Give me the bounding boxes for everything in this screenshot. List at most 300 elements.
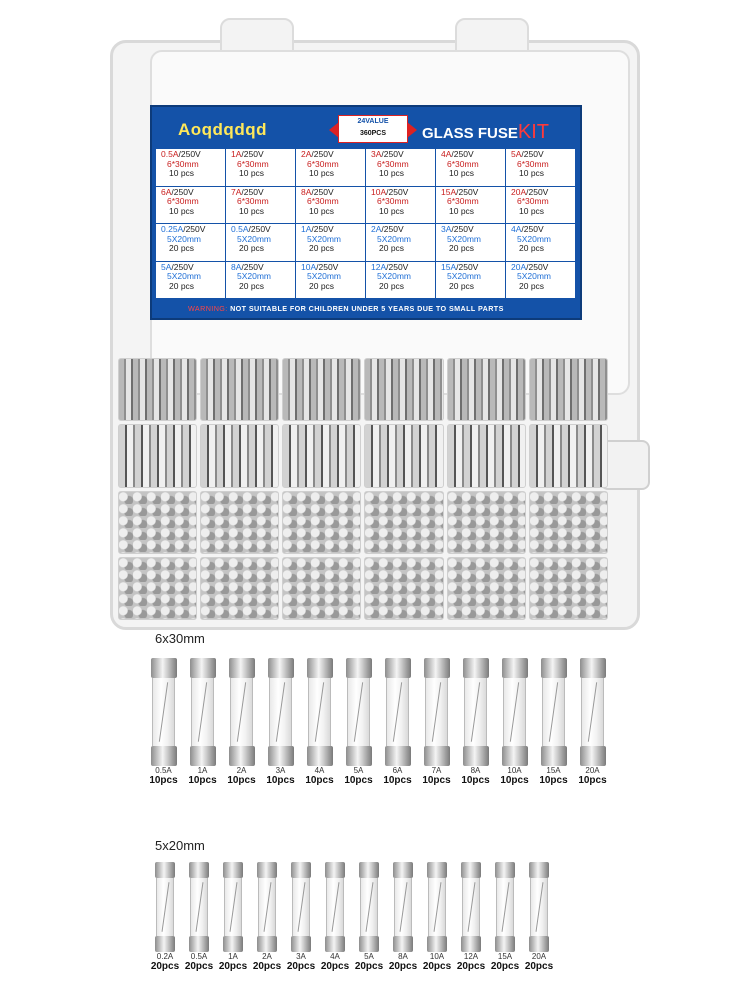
fuse-qty-label: 20pcs	[184, 961, 214, 972]
spec-amp: 5A	[511, 149, 522, 159]
spec-cell	[436, 262, 506, 300]
spec-volt: /250V	[183, 224, 206, 234]
fuse-image	[223, 862, 243, 952]
fuse-image	[229, 658, 255, 766]
compartment	[282, 491, 361, 554]
fuse-item	[495, 658, 534, 786]
spec-qty: 10 pcs	[169, 205, 195, 216]
kit-title-main: GLASS FUSE	[422, 125, 518, 142]
fuse-cap-bottom	[257, 936, 277, 952]
fuse-item	[318, 862, 352, 972]
fuse-wire	[298, 882, 306, 932]
spec-amp: 6A	[161, 186, 172, 197]
fuse-cap-top	[463, 658, 489, 678]
fuse-image	[155, 862, 175, 952]
badge-piece-count: 360PCS	[359, 130, 387, 137]
spec-amp: 0.25A	[161, 224, 184, 234]
fuse-cap-bottom	[189, 936, 209, 952]
fuse-wire	[332, 882, 340, 932]
fuse-qty-label: 10pcs	[578, 775, 607, 786]
fuse-cap-top	[268, 658, 294, 678]
fuse-qty-label: 10pcs	[149, 775, 178, 786]
spec-size: 6*30mm	[237, 158, 269, 169]
spec-volt: /250V	[241, 149, 264, 159]
fuse-qty-label: 20pcs	[286, 961, 316, 972]
fuse-amp-label: 3A	[275, 766, 286, 775]
fuse-amp-label: 10A	[507, 766, 522, 775]
spec-volt: /250V	[171, 261, 194, 272]
fuse-glass	[156, 878, 174, 936]
badge-ribbon-right	[407, 122, 417, 138]
fuse-glass	[308, 678, 331, 746]
compartment	[529, 557, 608, 620]
spec-size: 6*30mm	[517, 196, 549, 206]
fuse-wire	[400, 882, 408, 932]
fuse-item	[454, 862, 488, 972]
fuse-qty-label: 20pcs	[320, 961, 350, 972]
fuse-cap-bottom	[346, 746, 372, 766]
fuse-item	[417, 658, 456, 786]
fuse-image	[325, 862, 345, 952]
spec-volt: /250V	[451, 149, 474, 159]
fuse-cap-bottom	[385, 746, 411, 766]
fuse-image	[424, 658, 450, 766]
fuse-item	[488, 862, 522, 972]
fuse-cap-top	[189, 862, 209, 878]
fuse-cap-bottom	[325, 936, 345, 952]
fuse-item	[339, 658, 378, 786]
fuse-cap-top	[580, 658, 606, 678]
fuse-wire	[237, 682, 246, 742]
spec-cell	[366, 187, 436, 225]
spec-volt: /250V	[311, 224, 334, 234]
fuse-wire	[471, 682, 480, 742]
section-title-5x20: 5x20mm	[155, 838, 205, 853]
spec-amp: 3A	[441, 224, 452, 234]
spec-volt: /250V	[521, 224, 544, 234]
fuse-qty-label: 10pcs	[422, 775, 451, 786]
spec-volt: /250V	[386, 261, 409, 272]
fuse-qty-label: 10pcs	[461, 775, 490, 786]
spec-cell	[436, 187, 506, 225]
spec-amp: 10A	[301, 261, 317, 272]
spec-size: 5X20mm	[167, 233, 202, 244]
compartment	[200, 557, 279, 620]
fuse-cap-top	[257, 862, 277, 878]
spec-size: 5X20mm	[377, 233, 412, 244]
fuse-cap-bottom	[229, 746, 255, 766]
fuse-wire	[510, 682, 519, 742]
spec-qty: 10 pcs	[169, 168, 195, 178]
fuse-image	[502, 658, 528, 766]
fuse-cap-top	[223, 862, 243, 878]
fuse-wire	[159, 682, 168, 742]
fuse-cap-top	[190, 658, 216, 678]
spec-qty: 10 pcs	[449, 168, 475, 178]
fuse-wire	[434, 882, 442, 932]
fuse-qty-label: 20pcs	[252, 961, 282, 972]
fuse-cap-bottom	[155, 936, 175, 952]
fuse-image	[529, 862, 549, 952]
spec-qty: 10 pcs	[239, 205, 265, 216]
fuse-cap-bottom	[580, 746, 606, 766]
spec-size: 5X20mm	[447, 233, 482, 244]
fuse-glass	[190, 878, 208, 936]
spec-amp: 7A	[231, 186, 242, 197]
spec-qty: 20 pcs	[379, 280, 405, 291]
fuse-glass	[496, 878, 514, 936]
fuse-cap-top	[502, 658, 528, 678]
fuse-qty-label: 10pcs	[305, 775, 334, 786]
spec-qty: 10 pcs	[519, 168, 545, 178]
fuse-item	[144, 658, 183, 786]
spec-cell	[436, 224, 506, 262]
fuse-cap-bottom	[541, 746, 567, 766]
fuse-amp-label: 7A	[431, 766, 442, 775]
fuse-qty-label: 20pcs	[422, 961, 452, 972]
compartment	[282, 358, 361, 421]
fuse-glass	[258, 878, 276, 936]
spec-cell	[296, 149, 366, 187]
fuse-compartments	[118, 358, 608, 620]
spec-cell	[506, 149, 576, 187]
spec-qty: 20 pcs	[309, 280, 335, 291]
spec-qty: 10 pcs	[309, 168, 335, 178]
fuse-amp-label: 15A	[497, 952, 513, 961]
spec-size: 5X20mm	[237, 271, 272, 281]
label-header	[152, 107, 580, 149]
spec-volt: /250V	[241, 261, 264, 272]
spec-size: 6*30mm	[167, 158, 199, 169]
fuse-image	[190, 658, 216, 766]
fuse-qty-label: 20pcs	[388, 961, 418, 972]
spec-amp: 4A	[511, 224, 522, 234]
brand-name: Aoqdqdqd	[178, 120, 267, 139]
spec-qty: 10 pcs	[309, 205, 335, 216]
compartment	[447, 491, 526, 554]
fuse-item	[386, 862, 420, 972]
fuse-glass	[269, 678, 292, 746]
spec-cell	[156, 187, 226, 225]
spec-cell	[436, 149, 506, 187]
fuse-amp-label: 20A	[531, 952, 547, 961]
fuse-qty-label: 20pcs	[150, 961, 180, 972]
spec-cell	[296, 187, 366, 225]
spec-size: 6*30mm	[237, 196, 269, 206]
fuse-cap-top	[151, 658, 177, 678]
fuse-amp-label: 8A	[398, 952, 408, 961]
spec-size: 5X20mm	[517, 271, 552, 281]
fuse-image	[346, 658, 372, 766]
fuse-amp-label: 1A	[197, 766, 208, 775]
fuse-amp-label: 1A	[228, 952, 238, 961]
fuse-glass	[503, 678, 526, 746]
spec-volt: /250V	[381, 149, 404, 159]
spec-volt: /250V	[456, 186, 479, 197]
compartment	[529, 358, 608, 421]
fuse-glass	[224, 878, 242, 936]
fuse-cap-bottom	[461, 936, 481, 952]
spec-size: 5X20mm	[517, 233, 552, 244]
spec-size: 6*30mm	[307, 196, 339, 206]
spec-volt: /250V	[451, 224, 474, 234]
fuse-image	[307, 658, 333, 766]
fuse-cap-top	[229, 658, 255, 678]
fuse-wire	[502, 882, 510, 932]
fuse-image	[189, 862, 209, 952]
fuse-amp-label: 4A	[314, 766, 325, 775]
fuse-cap-top	[325, 862, 345, 878]
fuse-amp-label: 5A	[353, 766, 364, 775]
fuse-qty-label: 10pcs	[500, 775, 529, 786]
spec-qty: 10 pcs	[379, 168, 405, 178]
fuse-wire	[162, 882, 170, 932]
spec-qty: 20 pcs	[449, 243, 475, 253]
fuse-cap-top	[427, 862, 447, 878]
fuse-cap-bottom	[529, 936, 549, 952]
fuse-amp-label: 2A	[262, 952, 272, 961]
spec-cell	[226, 187, 296, 225]
fuse-item	[216, 862, 250, 972]
compartment	[529, 491, 608, 554]
spec-amp: 8A	[301, 186, 312, 197]
badge-value-count: 24VALUE	[357, 118, 389, 125]
fuse-cap-bottom	[495, 936, 515, 952]
fuse-cap-top	[529, 862, 549, 878]
fuse-glass	[425, 678, 448, 746]
spec-cell	[506, 187, 576, 225]
spec-cell	[156, 262, 226, 300]
fuse-qty-label: 20pcs	[456, 961, 486, 972]
fuse-glass	[394, 878, 412, 936]
fuse-image	[427, 862, 447, 952]
fuse-cap-bottom	[223, 936, 243, 952]
spec-cell	[506, 262, 576, 300]
spec-volt: /250V	[241, 186, 264, 197]
kit-title-kit: KIT	[517, 121, 549, 143]
fuse-glass	[347, 678, 370, 746]
spec-qty: 10 pcs	[239, 168, 265, 178]
spec-amp: 12A	[371, 261, 387, 272]
spec-cell	[366, 262, 436, 300]
spec-qty: 20 pcs	[519, 280, 545, 291]
fuse-cap-bottom	[190, 746, 216, 766]
compartment	[364, 557, 443, 620]
fuse-amp-label: 0.5A	[190, 952, 208, 961]
fuse-qty-label: 10pcs	[188, 775, 217, 786]
warning-text: NOT SUITABLE FOR CHILDREN UNDER 5 YEARS DUE TO SMALL PARTS	[230, 304, 504, 313]
badge-ribbon-left	[329, 122, 339, 138]
compartment	[282, 557, 361, 620]
fuse-item	[261, 658, 300, 786]
fuse-item	[522, 862, 556, 972]
fuse-amp-label: 0.5A	[155, 766, 172, 775]
fuse-qty-label: 20pcs	[218, 961, 248, 972]
spec-amp: 5A	[161, 261, 172, 272]
fuse-wire	[198, 682, 207, 742]
compartment	[118, 424, 197, 487]
spec-cell	[226, 149, 296, 187]
fuse-image	[495, 862, 515, 952]
compartment	[118, 491, 197, 554]
compartment	[282, 424, 361, 487]
fuse-item	[148, 862, 182, 972]
fuse-cap-bottom	[424, 746, 450, 766]
spec-size: 5X20mm	[447, 271, 482, 281]
spec-volt: /250V	[171, 186, 194, 197]
spec-qty: 20 pcs	[239, 280, 265, 291]
spec-qty: 10 pcs	[519, 205, 545, 216]
fuse-wire	[468, 882, 476, 932]
fuse-wire	[276, 682, 285, 742]
spec-amp: 0.5A	[161, 149, 179, 159]
fuse-cap-bottom	[427, 936, 447, 952]
fuse-amp-label: 15A	[546, 766, 561, 775]
fuse-amp-label: 12A	[463, 952, 479, 961]
spec-size: 6*30mm	[377, 158, 409, 169]
fuse-image	[257, 862, 277, 952]
spec-qty: 20 pcs	[449, 280, 475, 291]
fuse-glass	[464, 678, 487, 746]
fuse-image	[580, 658, 606, 766]
fuse-qty-label: 20pcs	[524, 961, 554, 972]
fuse-cap-top	[307, 658, 333, 678]
spec-cell	[366, 224, 436, 262]
spec-size: 5X20mm	[377, 271, 412, 281]
spec-size: 6*30mm	[447, 158, 479, 169]
spec-amp: 15A	[441, 186, 457, 197]
fuse-glass	[360, 878, 378, 936]
spec-size: 5X20mm	[307, 233, 342, 244]
compartment	[364, 358, 443, 421]
fuse-image	[151, 658, 177, 766]
fuse-wire	[366, 882, 374, 932]
compartment	[364, 491, 443, 554]
spec-qty: 20 pcs	[309, 243, 335, 253]
fuse-item	[300, 658, 339, 786]
fuse-item	[222, 658, 261, 786]
fuse-qty-label: 10pcs	[266, 775, 295, 786]
spec-amp: 4A	[441, 149, 452, 159]
spec-amp: 10A	[371, 186, 387, 197]
fuse-glass	[191, 678, 214, 746]
fuse-cap-bottom	[307, 746, 333, 766]
fuse-item	[352, 862, 386, 972]
spec-qty: 10 pcs	[379, 205, 405, 216]
compartment	[118, 557, 197, 620]
spec-size: 6*30mm	[377, 196, 409, 206]
fuse-wire	[354, 682, 363, 742]
spec-amp: 8A	[231, 261, 242, 272]
spec-size: 5X20mm	[307, 271, 342, 281]
spec-size: 6*30mm	[167, 196, 199, 206]
fuse-image	[385, 658, 411, 766]
spec-amp: 15A	[441, 261, 457, 272]
fuse-image	[359, 862, 379, 952]
spec-qty: 20 pcs	[379, 243, 405, 253]
spec-cell	[226, 224, 296, 262]
fuse-cap-top	[359, 862, 379, 878]
kit-title	[422, 121, 549, 144]
fuse-glass	[326, 878, 344, 936]
fuse-item	[250, 862, 284, 972]
fuse-glass	[386, 678, 409, 746]
fuse-wire	[588, 682, 597, 742]
fuse-wire	[264, 882, 272, 932]
spec-cell	[226, 262, 296, 300]
spec-volt: /250V	[381, 224, 404, 234]
spec-volt: /250V	[456, 261, 479, 272]
fuse-item	[182, 862, 216, 972]
spec-amp: 3A	[371, 149, 382, 159]
spec-amp: 20A	[511, 261, 527, 272]
warning-line	[152, 300, 580, 318]
spec-size: 5X20mm	[237, 233, 272, 244]
fuse-item	[378, 658, 417, 786]
spec-cell	[296, 262, 366, 300]
count-badge	[338, 115, 408, 143]
fuse-cap-top	[385, 658, 411, 678]
compartment	[364, 424, 443, 487]
spec-cell	[156, 149, 226, 187]
spec-qty: 20 pcs	[169, 280, 195, 291]
fuse-cap-bottom	[359, 936, 379, 952]
spec-volt: /250V	[316, 261, 339, 272]
fuse-qty-label: 10pcs	[344, 775, 373, 786]
compartment	[200, 358, 279, 421]
spec-amp: 2A	[371, 224, 382, 234]
spec-amp: 1A	[231, 149, 242, 159]
fuse-amp-label: 5A	[364, 952, 374, 961]
fuse-item	[456, 658, 495, 786]
fuse-amp-label: 6A	[392, 766, 403, 775]
spec-qty: 20 pcs	[169, 243, 195, 253]
spec-qty: 20 pcs	[519, 243, 545, 253]
compartment	[200, 424, 279, 487]
spec-qty: 10 pcs	[449, 205, 475, 216]
spec-size: 6*30mm	[447, 196, 479, 206]
fuse-cap-top	[495, 862, 515, 878]
spec-volt: /250V	[526, 186, 549, 197]
spec-size: 5X20mm	[167, 271, 202, 281]
spec-amp: 0.5A	[231, 224, 249, 234]
fuse-qty-label: 20pcs	[354, 961, 384, 972]
spec-volt: /250V	[248, 224, 271, 234]
fuse-wire	[536, 882, 544, 932]
fuse-amp-label: 10A	[429, 952, 445, 961]
spec-cell	[366, 149, 436, 187]
fuse-item	[183, 658, 222, 786]
spec-size: 6*30mm	[517, 158, 549, 169]
fuse-image	[393, 862, 413, 952]
fuse-image	[291, 862, 311, 952]
fuse-glass	[462, 878, 480, 936]
fuse-wire	[230, 882, 238, 932]
fuse-wire	[432, 682, 441, 742]
fuse-glass	[230, 678, 253, 746]
fuse-cap-top	[291, 862, 311, 878]
fuse-cap-top	[393, 862, 413, 878]
fuse-cap-top	[346, 658, 372, 678]
spec-amp: 1A	[301, 224, 312, 234]
compartment	[529, 424, 608, 487]
fuse-qty-label: 20pcs	[490, 961, 520, 972]
compartment	[118, 358, 197, 421]
spec-amp: 2A	[301, 149, 312, 159]
spec-cell	[156, 224, 226, 262]
fuse-item	[534, 658, 573, 786]
compartment	[200, 491, 279, 554]
